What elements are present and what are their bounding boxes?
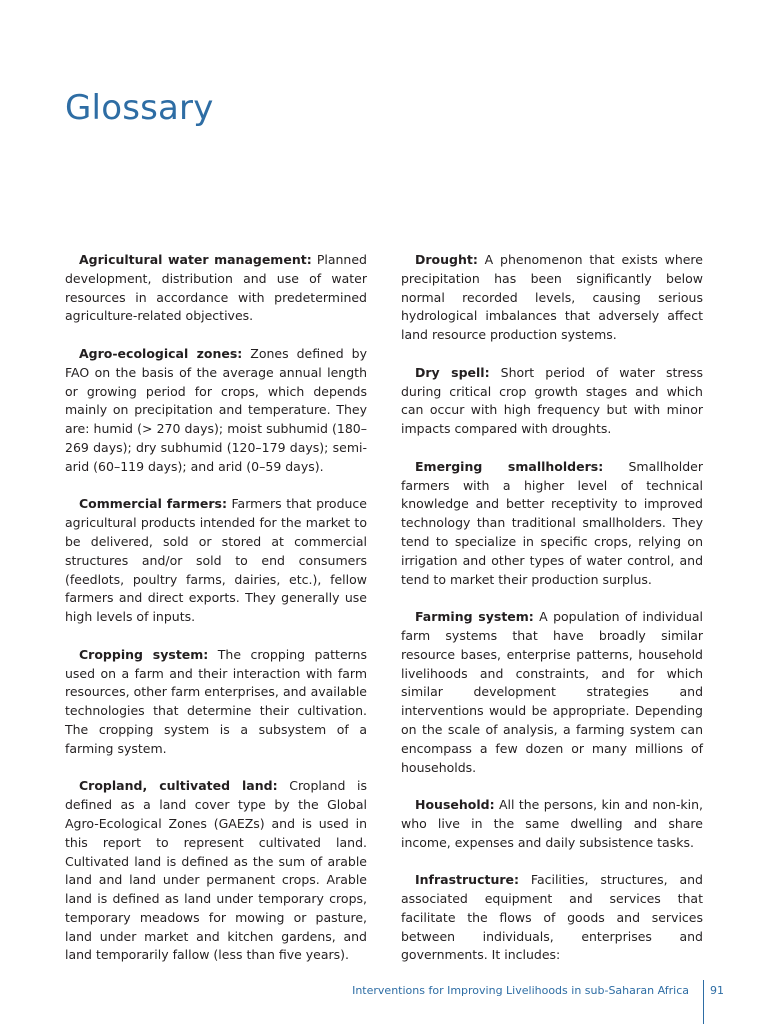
glossary-term: Agricultural water management: (79, 252, 312, 267)
glossary-term: Infrastructure: (415, 872, 519, 888)
page-number: 91 (710, 984, 724, 997)
glossary-entry (401, 608, 703, 777)
glossary-left-column (65, 251, 367, 984)
glossary-term: Agro-ecological zones: (79, 345, 243, 361)
glossary-entry (401, 796, 703, 852)
glossary-entry (401, 364, 703, 439)
glossary-term: Household: (415, 797, 495, 813)
glossary-term: Emerging smallholders: (415, 458, 604, 474)
page-title: Glossary (65, 88, 214, 128)
glossary-entry (65, 495, 367, 627)
glossary-definition: Zones defined by FAO on the basis of the average annual length or growing period for crops, which depends mainly on precipitation and temperature. They are: humid (> 270 days); moist subhumid (180–269 days); dry subhumid (120–179 days); semi-arid (60–119 days); and arid (0–59 days). (65, 345, 367, 474)
glossary-definition: Facilities, structures, and associated equipment and services that facilitate the flows of goods and services between individuals, enterprises and governments. It includes: (401, 872, 703, 963)
glossary-definition: The cropping patterns used on a farm and their interaction with farm resources, other farm enterprises, and available technologies that determine their cultivation. The cropping system is a subsystem of a farming system. (65, 646, 367, 756)
footer-divider (703, 980, 704, 1024)
glossary-definition: Short period of water stress during critical crop growth stages and which can occur with high frequency but with minor impacts compared with droughts. (401, 364, 703, 437)
glossary-entry (65, 345, 367, 477)
glossary-definition: All the persons, kin and non-kin, who live in the same dwelling and share income, expenses and daily subsistence tasks. (401, 797, 703, 850)
glossary-definition: Smallholder farmers with a higher level of technical knowledge and better receptivity to improved technology than traditional smallholders. They tend to specialize in specific crops, relying on irrigation and other types of water control, and tend to market their production surplus. (401, 458, 703, 587)
glossary-entry (401, 458, 703, 590)
glossary-definition: Farmers that produce agricultural products intended for the market to be delivered, sold or stored at commercial structures and/or sold to end consumers (feedlots, poultry farms, dairies, etc.), fellow farmers and direct exports. They generally use high levels of inputs. (65, 496, 367, 625)
glossary-definition: A phenomenon that exists where precipitation has been significantly below normal recorded levels, causing serious hydrological imbalances that adversely affect land resource production systems. (401, 252, 703, 343)
glossary-entry (401, 871, 703, 965)
glossary-definition: A population of individual farm systems that have broadly similar resource bases, enterprise patterns, household livelihoods and constraints, and for which similar development strategies and interventions would be appropriate. Depending on the scale of analysis, a farming system can encompass a few dozen or many millions of households. (401, 609, 704, 775)
glossary-entry (65, 646, 367, 759)
glossary-term: Farming system: (415, 609, 534, 625)
glossary-right-column (401, 251, 703, 984)
glossary-term: Commercial farmers: (79, 496, 227, 512)
glossary-term: Cropping system: (79, 646, 209, 662)
glossary-term: Cropland, cultivated land: (79, 778, 278, 794)
glossary-definition: Cropland is defined as a land cover type by the Global Agro-Ecological Zones (GAEZs) and is used in this report to represent cultivated land. Cultivated land is defined as the sum of arable land and land under permanent crops. Arable land is defined as land under temporary crops, temporary meadows for mowing or pasture, land under market and kitchen gardens, and land temporarily fallow (less than five years). (65, 778, 367, 963)
footer-publication-title: Interventions for Improving Livelihoods in sub-Saharan Africa (352, 984, 689, 997)
glossary-entry (401, 251, 703, 345)
glossary-entry (65, 777, 367, 965)
glossary-entry (65, 251, 367, 326)
glossary-term: Dry spell: (415, 364, 490, 380)
glossary-term: Drought: (415, 252, 478, 267)
glossary-definition: Planned development, distribution and use of water resources in accordance with predetermined agriculture-related objectives. (65, 252, 367, 324)
